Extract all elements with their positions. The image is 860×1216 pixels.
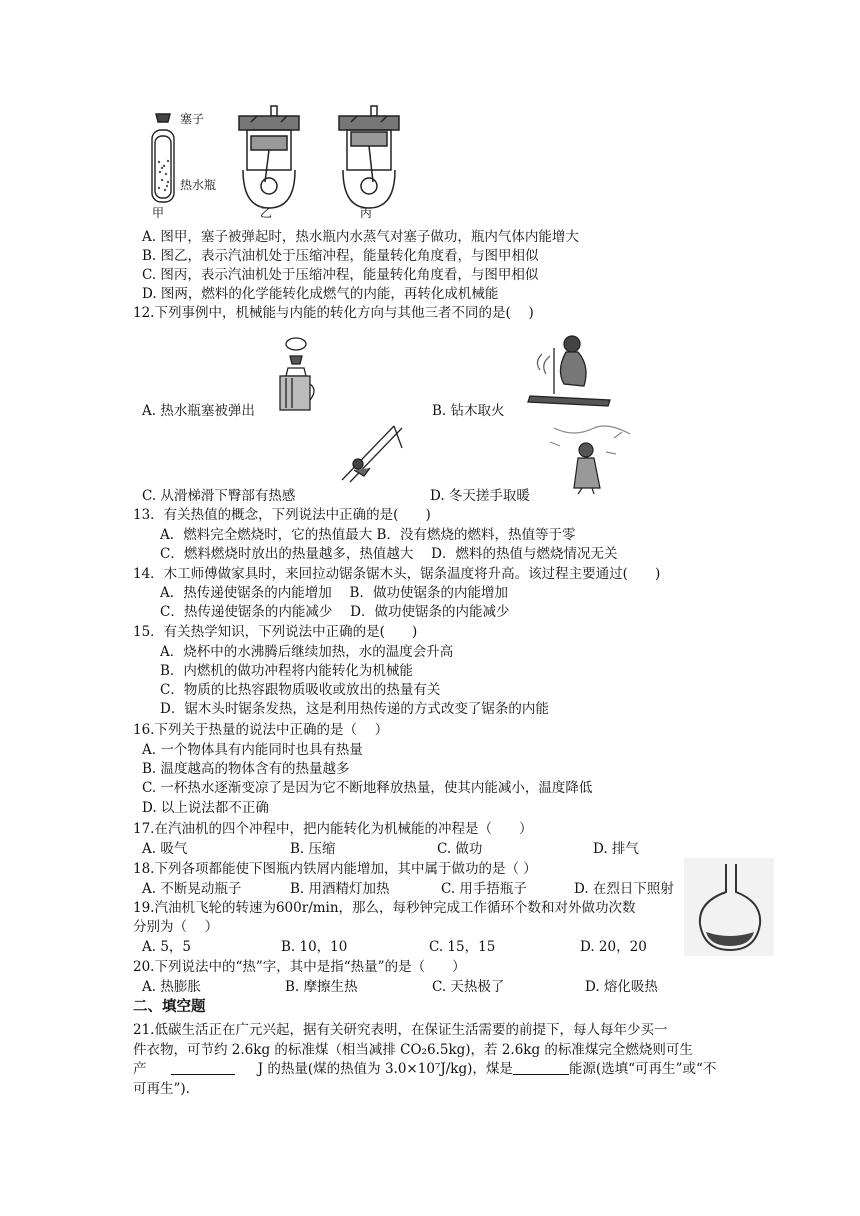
q13-options-ab: A．燃料完全燃烧时，它的热值最大 B．没有燃烧的燃料，热值等于零 [160, 527, 576, 543]
q13-options-cd: C．燃料燃烧时放出的热量越多，热值越大 D．燃料的热值与燃烧情况无关 [160, 546, 618, 562]
q18-option-c: C. 用手捂瓶子 [441, 881, 527, 897]
slide-image [328, 418, 410, 486]
q14-options-ab: A．热传递使锯条的内能增加 B．做功使锯条的内能增加 [160, 585, 508, 601]
q21-answer-blank-energy-type[interactable] [513, 1060, 569, 1075]
q17-option-b: B. 压缩 [290, 841, 336, 857]
engine-b-drawing [239, 106, 299, 208]
label-stopper: 塞子 [180, 112, 205, 126]
q17-option-d: D. 排气 [593, 841, 639, 857]
q11-option-b: B. 图乙，表示汽油机处于压缩冲程，能量转化角度看，与图甲相似 [142, 248, 539, 264]
drilling-wood-fire-image [520, 330, 620, 408]
q13-stem: 13．有关热值的概念，下列说法中正确的是( ) [133, 507, 431, 523]
q19-option-a: A. 5，5 [142, 939, 192, 955]
q16-option-d: D. 以上说法都不正确 [142, 800, 269, 816]
q21-line3-suffix: 能源(选填“可再生”或“不 [568, 1061, 717, 1077]
q18-stem: 18.下列各项都能使下图瓶内铁屑内能增加，其中属于做功的是（ ） [133, 861, 537, 877]
q12-stem: 12.下列事例中，机械能与内能的转化方向与其他三者不同的是( ) [133, 305, 534, 321]
label-yi: 乙 [260, 206, 273, 220]
rubbing-hands-image [544, 418, 636, 498]
q15-option-a: A．烧杯中的水沸腾后继续加热，水的温度会升高 [160, 644, 454, 660]
flask-iron-filings-image [684, 858, 774, 956]
q19-option-b: B. 10，10 [281, 939, 348, 955]
engine-c-drawing [339, 106, 399, 208]
q18-option-a: A. 不断晃动瓶子 [142, 881, 242, 897]
q21-line4: 可再生”). [133, 1081, 190, 1097]
q11-option-d: D. 图两，燃料的化学能转化成燃气的内能，再转化成机械能 [142, 286, 499, 302]
q18-option-d: D. 在烈日下照射 [574, 881, 674, 897]
q17-option-c: C. 做功 [437, 841, 483, 857]
q20-option-d: D. 熔化吸热 [585, 979, 658, 995]
q16-option-c: C. 一杯热水逐渐变凉了是因为它不断地释放热量，使其内能减小，温度降低 [142, 780, 593, 796]
q14-options-cd: C．热传递使锯条的内能减少 D．做功使锯条的内能减少 [160, 604, 510, 620]
q12-option-a: A. 热水瓶塞被弹出 [142, 403, 255, 419]
q19-option-c: C. 15，15 [429, 939, 496, 955]
thermos-drawing [152, 114, 174, 202]
q20-option-b: B. 摩擦生热 [285, 979, 358, 995]
q20-option-a: A. 热膨胀 [142, 979, 201, 995]
q16-option-b: B. 温度越高的物体含有的热量越多 [142, 761, 350, 777]
label-jia: 甲 [152, 206, 165, 220]
thermos-stopper-image [268, 334, 324, 414]
q19-stem-line2: 分别为（ ） [133, 919, 219, 935]
q19-option-d: D. 20，20 [580, 939, 647, 955]
q12-option-b: B. 钻木取火 [432, 403, 505, 419]
q20-stem: 20.下列说法中的“热”字，其中是指“热量”的是（ ） [133, 959, 466, 975]
q11-option-c: C. 图丙，表示汽油机处于压缩冲程，能量转化角度看，与图甲相似 [142, 267, 539, 283]
q21-answer-blank-heat[interactable] [171, 1060, 235, 1075]
q16-stem: 16.下列关于热量的说法中正确的是（ ） [133, 722, 389, 738]
q14-stem: 14．木工师傅做家具时，来回拉动锯条锯木头，锯条温度将升高。该过程主要通过( ) [133, 566, 661, 582]
q16-option-a: A. 一个物体具有内能同时也具有热量 [142, 742, 363, 758]
q12-option-c: C. 从滑梯滑下臀部有热感 [142, 488, 296, 504]
q21-line3-mid: J 的热量(煤的热值为 3.0×10⁷J/kg)，煤是 [257, 1061, 513, 1077]
q21-line2: 件衣物，可节约 2.6kg 的标准煤（相当减排 CO₂6.5kg)，若 2.6kg 的标准煤完全燃烧则可生 [133, 1042, 693, 1058]
q21-line3-prefix: 产 [133, 1061, 147, 1077]
q17-option-a: A. 吸气 [142, 841, 188, 857]
section-fill-in-blank-heading: 二、填空题 [133, 999, 206, 1015]
label-thermos: 热水瓶 [180, 178, 217, 192]
q15-stem: 15．有关热学知识，下列说法中正确的是( ) [133, 624, 418, 640]
figure-thermos-and-engines [140, 100, 440, 218]
q17-stem: 17.在汽油机的四个冲程中，把内能转化为机械能的冲程是（ ） [133, 821, 533, 837]
q21-line3 [133, 1060, 716, 1079]
q20-option-c: C. 天热极了 [432, 979, 505, 995]
q15-option-c: C．物质的比热容跟物质吸收或放出的热量有关 [160, 682, 441, 698]
q19-stem-line1: 19.汽油机飞轮的转速为600r/min，那么，每秒钟完成工作循环个数和对外做功次数 [133, 900, 636, 916]
q18-option-b: B. 用酒精灯加热 [290, 881, 390, 897]
q11-option-a: A. 图甲，塞子被弹起时，热水瓶内水蒸气对塞子做功，瓶内气体内能增大 [142, 229, 579, 245]
q15-option-b: B．内燃机的做功冲程将内能转化为机械能 [160, 663, 413, 679]
q21-line1: 21.低碳生活正在广元兴起，据有关研究表明，在保证生活需要的前提下，每人每年少买一 [133, 1022, 668, 1038]
label-bing: 丙 [360, 206, 373, 220]
q12-option-d: D. 冬天搓手取暖 [430, 488, 530, 504]
q15-option-d: D．锯木头时锯条发热，这是利用热传递的方式改变了锯条的内能 [160, 701, 549, 717]
